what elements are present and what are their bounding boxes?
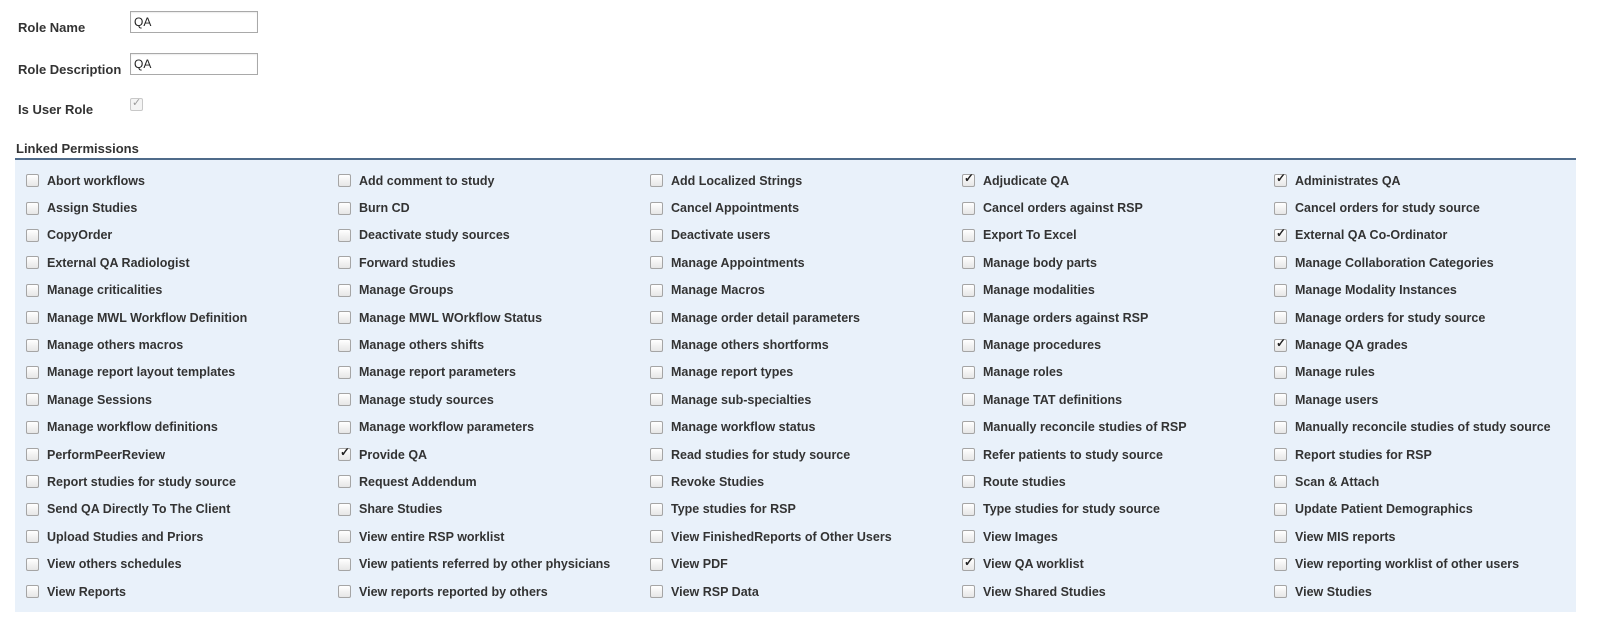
permission-label: Cancel orders against RSP: [983, 201, 1143, 216]
permission-label: Manage modalities: [983, 283, 1095, 298]
permission-item[interactable]: [951, 523, 1263, 550]
permission-label: Manage users: [1295, 392, 1379, 407]
permission-item[interactable]: [327, 550, 639, 577]
permission-item[interactable]: [15, 359, 327, 386]
permission-checkbox[interactable]: [962, 421, 975, 434]
permission-item[interactable]: [951, 414, 1263, 441]
permission-item[interactable]: [951, 578, 1263, 605]
permission-checkbox[interactable]: [962, 202, 975, 215]
permission-label: Add Localized Strings: [671, 173, 803, 188]
permission-item[interactable]: [15, 550, 327, 577]
permission-item[interactable]: [327, 496, 639, 523]
permission-label: Report studies for study source: [47, 474, 236, 489]
permission-item[interactable]: [327, 331, 639, 358]
permission-item[interactable]: [15, 304, 327, 331]
permission-checkbox[interactable]: [338, 339, 351, 352]
permission-item[interactable]: [15, 222, 327, 249]
permission-item[interactable]: [639, 304, 951, 331]
permission-label: Manage TAT definitions: [983, 392, 1123, 407]
permission-checkbox[interactable]: [1274, 339, 1287, 352]
permission-checkbox[interactable]: [962, 393, 975, 406]
permission-label: CopyOrder: [47, 228, 113, 243]
permission-checkbox[interactable]: [26, 366, 39, 379]
permission-checkbox[interactable]: [962, 284, 975, 297]
permission-label: Manage Macros: [671, 283, 765, 298]
permission-label: Share Studies: [359, 502, 443, 517]
permission-label: Manage orders for study source: [1295, 310, 1486, 325]
permission-checkbox[interactable]: [338, 448, 351, 461]
role-description-row: [18, 53, 258, 75]
permission-item[interactable]: [15, 468, 327, 495]
permission-checkbox[interactable]: [26, 202, 39, 215]
permissions-grid: [15, 160, 1575, 605]
permission-label: Manage workflow definitions: [47, 420, 218, 435]
permission-label: View Studies: [1295, 584, 1372, 599]
permission-checkbox[interactable]: [650, 503, 663, 516]
permission-item[interactable]: [15, 441, 327, 468]
permission-label: View reports reported by others: [359, 584, 548, 599]
permission-label: Manage report types: [671, 365, 794, 380]
is-user-role-label: Is User Role: [18, 102, 94, 117]
permission-label: External QA Co-Ordinator: [1295, 228, 1448, 243]
permission-label: Manually reconcile studies of RSP: [983, 420, 1187, 435]
permission-checkbox[interactable]: [338, 393, 351, 406]
permission-label: Manage Appointments: [671, 255, 805, 270]
permission-checkbox[interactable]: [26, 174, 39, 187]
permission-label: Manage Sessions: [47, 392, 152, 407]
permission-checkbox[interactable]: [26, 585, 39, 598]
permission-label: Deactivate users: [671, 228, 771, 243]
permission-checkbox[interactable]: [650, 339, 663, 352]
permission-checkbox[interactable]: [650, 558, 663, 571]
permission-checkbox[interactable]: [962, 585, 975, 598]
permission-item[interactable]: [639, 386, 951, 413]
permission-label: View Shared Studies: [983, 584, 1106, 599]
permission-label: View reporting worklist of other users: [1295, 557, 1520, 572]
permission-label: Manage sub-specialties: [671, 392, 812, 407]
permission-label: External QA Radiologist: [47, 255, 190, 270]
permission-checkbox[interactable]: [338, 311, 351, 324]
permission-checkbox[interactable]: [1274, 421, 1287, 434]
permission-item[interactable]: [1263, 304, 1575, 331]
permission-checkbox[interactable]: [26, 475, 39, 488]
permission-checkbox[interactable]: [1274, 585, 1287, 598]
permission-item[interactable]: [951, 304, 1263, 331]
permission-item[interactable]: [1263, 167, 1575, 194]
permission-checkbox[interactable]: [1274, 475, 1287, 488]
permission-label: Manage order detail parameters: [671, 310, 860, 325]
permission-label: Manage workflow status: [671, 420, 816, 435]
permission-checkbox[interactable]: [962, 256, 975, 269]
permission-checkbox[interactable]: [650, 393, 663, 406]
permission-label: Manage procedures: [983, 338, 1102, 353]
permission-item[interactable]: [951, 331, 1263, 358]
permission-item[interactable]: [1263, 222, 1575, 249]
permission-checkbox[interactable]: [962, 339, 975, 352]
permission-item[interactable]: [639, 249, 951, 276]
permission-label: View patients referred by other physicians: [359, 557, 611, 572]
permission-item[interactable]: [1263, 441, 1575, 468]
role-description-input[interactable]: [130, 53, 258, 75]
permission-label: Route studies: [983, 474, 1066, 489]
permission-label: Administrates QA: [1295, 173, 1401, 188]
permission-item[interactable]: [639, 167, 951, 194]
permission-checkbox[interactable]: [26, 339, 39, 352]
permission-item[interactable]: [327, 578, 639, 605]
permission-item[interactable]: [639, 496, 951, 523]
permission-checkbox[interactable]: [26, 229, 39, 242]
permission-label: Request Addendum: [359, 474, 477, 489]
permission-item[interactable]: [1263, 523, 1575, 550]
permission-label: Manage MWL WOrkflow Status: [359, 310, 543, 325]
linked-permissions-title: Linked Permissions: [16, 141, 139, 156]
permission-item[interactable]: [327, 468, 639, 495]
permission-label: Cancel Appointments: [671, 201, 800, 216]
permission-label: Forward studies: [359, 255, 456, 270]
permission-label: Export To Excel: [983, 228, 1077, 243]
permission-checkbox[interactable]: [1274, 393, 1287, 406]
permission-checkbox[interactable]: [26, 421, 39, 434]
permission-label: Manually reconcile studies of study source: [1295, 420, 1551, 435]
role-name-label: Role Name: [18, 19, 86, 35]
permission-item[interactable]: [15, 523, 327, 550]
permission-label: Send QA Directly To The Client: [47, 502, 231, 517]
permission-label: Manage others shortforms: [671, 338, 829, 353]
permission-checkbox[interactable]: [1274, 558, 1287, 571]
permission-item[interactable]: [951, 496, 1263, 523]
permission-label: Manage criticalities: [47, 283, 163, 298]
permission-label: Upload Studies and Priors: [47, 529, 204, 544]
permission-checkbox[interactable]: [338, 585, 351, 598]
permission-item[interactable]: [639, 359, 951, 386]
permission-label: Manage others macros: [47, 338, 184, 353]
permission-label: Manage others shifts: [359, 338, 485, 353]
permission-label: View entire RSP worklist: [359, 529, 505, 544]
permission-checkbox[interactable]: [26, 393, 39, 406]
permission-item[interactable]: [639, 277, 951, 304]
permission-label: Manage report parameters: [359, 365, 517, 380]
permission-label: Type studies for study source: [983, 502, 1160, 517]
permission-item[interactable]: [15, 496, 327, 523]
permission-item[interactable]: [15, 331, 327, 358]
permission-checkbox[interactable]: [650, 256, 663, 269]
permission-checkbox[interactable]: [962, 503, 975, 516]
permission-checkbox[interactable]: [1274, 229, 1287, 242]
permission-item[interactable]: [327, 359, 639, 386]
permission-item[interactable]: [951, 359, 1263, 386]
permission-checkbox[interactable]: [26, 256, 39, 269]
permission-label: PerformPeerReview: [47, 447, 166, 462]
permission-checkbox[interactable]: [338, 421, 351, 434]
permission-item[interactable]: [951, 249, 1263, 276]
permission-checkbox[interactable]: [962, 174, 975, 187]
permission-label: Manage MWL Workflow Definition: [47, 310, 248, 325]
permission-item[interactable]: [639, 414, 951, 441]
permission-checkbox[interactable]: [650, 475, 663, 488]
permission-checkbox[interactable]: [1274, 530, 1287, 543]
permission-item[interactable]: [15, 194, 327, 221]
permission-checkbox[interactable]: [1274, 503, 1287, 516]
permission-checkbox[interactable]: [1274, 174, 1287, 187]
permission-checkbox[interactable]: [650, 585, 663, 598]
permission-item[interactable]: [327, 194, 639, 221]
permission-checkbox[interactable]: [26, 448, 39, 461]
permission-label: Cancel orders for study source: [1295, 201, 1480, 216]
permission-item[interactable]: [951, 194, 1263, 221]
permission-checkbox[interactable]: [26, 284, 39, 297]
permission-item[interactable]: [15, 414, 327, 441]
permission-label: Manage Modality Instances: [1295, 283, 1457, 298]
permission-checkbox[interactable]: [650, 202, 663, 215]
permission-checkbox[interactable]: [26, 503, 39, 516]
permission-checkbox[interactable]: [1274, 284, 1287, 297]
permission-item[interactable]: [639, 523, 951, 550]
permission-checkbox[interactable]: [338, 256, 351, 269]
permission-item[interactable]: [327, 277, 639, 304]
permission-label: Manage orders against RSP: [983, 310, 1149, 325]
permission-checkbox[interactable]: [962, 448, 975, 461]
permission-checkbox[interactable]: [1274, 311, 1287, 324]
permission-label: Add comment to study: [359, 173, 495, 188]
permission-label: Type studies for RSP: [671, 502, 796, 517]
permission-label: View RSP Data: [671, 584, 759, 599]
role-name-row: [18, 11, 258, 33]
permission-item[interactable]: [1263, 578, 1575, 605]
permission-label: Scan & Attach: [1295, 474, 1380, 489]
permission-checkbox[interactable]: [650, 530, 663, 543]
role-name-input[interactable]: [130, 11, 258, 33]
permission-label: View others schedules: [47, 557, 182, 572]
is-user-role-row: [18, 97, 143, 117]
permission-checkbox[interactable]: [650, 229, 663, 242]
permission-item[interactable]: [1263, 386, 1575, 413]
permission-item[interactable]: [1263, 496, 1575, 523]
permission-label: Manage workflow parameters: [359, 420, 535, 435]
permission-item[interactable]: [951, 386, 1263, 413]
permission-label: Manage QA grades: [1295, 338, 1408, 353]
permission-item[interactable]: [639, 468, 951, 495]
permission-checkbox[interactable]: [338, 530, 351, 543]
permission-checkbox[interactable]: [650, 284, 663, 297]
permission-label: Refer patients to study source: [983, 447, 1163, 462]
permission-item[interactable]: [951, 167, 1263, 194]
permission-item[interactable]: [951, 277, 1263, 304]
permission-item[interactable]: [1263, 468, 1575, 495]
permission-checkbox[interactable]: [962, 558, 975, 571]
permission-label: Manage rules: [1295, 365, 1375, 380]
permission-label: Adjudicate QA: [983, 173, 1070, 188]
permission-checkbox[interactable]: [962, 366, 975, 379]
permission-item[interactable]: [15, 578, 327, 605]
permission-checkbox[interactable]: [1274, 202, 1287, 215]
permission-checkbox[interactable]: [650, 311, 663, 324]
permission-checkbox[interactable]: [650, 174, 663, 187]
permission-label: Read studies for study source: [671, 447, 851, 462]
permission-label: Burn CD: [359, 201, 410, 216]
permission-checkbox[interactable]: [962, 475, 975, 488]
permission-checkbox[interactable]: [338, 558, 351, 571]
permission-item[interactable]: [1263, 277, 1575, 304]
permission-item[interactable]: [639, 194, 951, 221]
permission-item[interactable]: [15, 386, 327, 413]
permission-item[interactable]: [1263, 194, 1575, 221]
permission-item[interactable]: [639, 578, 951, 605]
permission-checkbox[interactable]: [1274, 448, 1287, 461]
permission-item[interactable]: [639, 550, 951, 577]
permission-checkbox[interactable]: [26, 558, 39, 571]
permission-checkbox[interactable]: [338, 284, 351, 297]
role-description-label: Role Description: [18, 61, 122, 77]
permission-item[interactable]: [951, 222, 1263, 249]
permission-checkbox[interactable]: [338, 475, 351, 488]
permission-checkbox[interactable]: [26, 530, 39, 543]
is-user-role-checkbox: [130, 98, 143, 111]
permission-item[interactable]: [327, 222, 639, 249]
permission-item[interactable]: [327, 249, 639, 276]
permission-label: View MIS reports: [1295, 529, 1396, 544]
permission-checkbox[interactable]: [338, 366, 351, 379]
permission-checkbox[interactable]: [338, 229, 351, 242]
permission-item[interactable]: [951, 441, 1263, 468]
permission-item[interactable]: [1263, 249, 1575, 276]
permission-checkbox[interactable]: [1274, 366, 1287, 379]
permission-label: Manage roles: [983, 365, 1063, 380]
permission-checkbox[interactable]: [338, 503, 351, 516]
permission-checkbox[interactable]: [650, 421, 663, 434]
permission-label: Manage body parts: [983, 255, 1097, 270]
permission-label: View Images: [983, 529, 1058, 544]
permission-label: Manage study sources: [359, 392, 494, 407]
permission-checkbox[interactable]: [962, 530, 975, 543]
permission-item[interactable]: [1263, 331, 1575, 358]
permission-checkbox[interactable]: [338, 174, 351, 187]
permission-item[interactable]: [1263, 359, 1575, 386]
permission-label: View PDF: [671, 557, 728, 572]
permission-label: Assign Studies: [47, 201, 138, 216]
permission-checkbox[interactable]: [26, 311, 39, 324]
permission-label: View FinishedReports of Other Users: [671, 529, 892, 544]
permission-checkbox[interactable]: [338, 202, 351, 215]
permission-item[interactable]: [327, 386, 639, 413]
permission-label: Abort workflows: [47, 173, 145, 188]
permission-item[interactable]: [1263, 414, 1575, 441]
permission-label: Revoke Studies: [671, 474, 765, 489]
permission-label: View QA worklist: [983, 557, 1084, 572]
permission-item[interactable]: [327, 523, 639, 550]
permission-checkbox[interactable]: [1274, 256, 1287, 269]
permission-label: Provide QA: [359, 447, 428, 462]
permission-item[interactable]: [1263, 550, 1575, 577]
permission-item[interactable]: [951, 550, 1263, 577]
permission-checkbox[interactable]: [650, 448, 663, 461]
permission-item[interactable]: [951, 468, 1263, 495]
permission-label: Deactivate study sources: [359, 228, 510, 243]
permission-item[interactable]: [327, 414, 639, 441]
permission-item[interactable]: [15, 249, 327, 276]
permission-label: Manage Groups: [359, 283, 454, 298]
permission-item[interactable]: [639, 222, 951, 249]
permission-label: Report studies for RSP: [1295, 447, 1432, 462]
permission-item[interactable]: [639, 331, 951, 358]
permission-label: Manage Collaboration Categories: [1295, 255, 1494, 270]
permission-item[interactable]: [639, 441, 951, 468]
permission-item[interactable]: [15, 277, 327, 304]
permission-label: View Reports: [47, 584, 126, 599]
linked-permissions-panel: [15, 158, 1576, 612]
permission-checkbox[interactable]: [650, 366, 663, 379]
permission-item[interactable]: [327, 304, 639, 331]
permission-checkbox[interactable]: [962, 229, 975, 242]
permission-item[interactable]: [15, 167, 327, 194]
permission-label: Update Patient Demographics: [1295, 502, 1473, 517]
permission-label: Manage report layout templates: [47, 365, 236, 380]
permission-item[interactable]: [327, 167, 639, 194]
permission-item[interactable]: [327, 441, 639, 468]
permission-checkbox[interactable]: [962, 311, 975, 324]
